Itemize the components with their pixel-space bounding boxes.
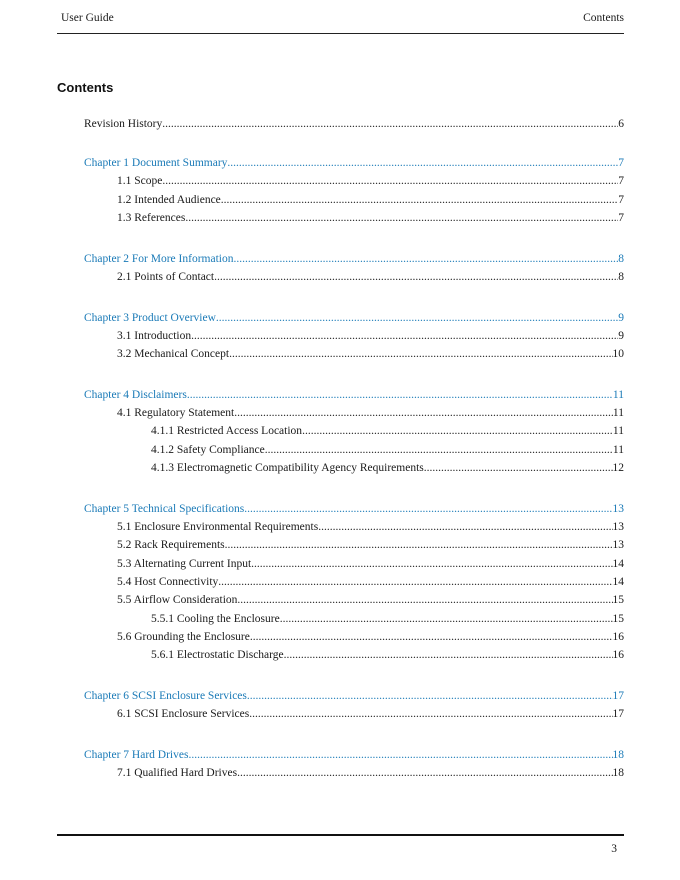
toc-entry-page: 17 [612,690,624,702]
header-section-title: Contents [583,12,624,24]
toc-entry-page: 17 [612,708,624,720]
toc-entry-page: 16 [612,649,624,661]
page-title: Contents [57,80,114,95]
toc-entry-label: 1.2 Intended Audience [117,194,221,206]
toc-section-3-1[interactable] [117,329,624,343]
footer-page-number: 3 [611,843,617,855]
header-doc-title: User Guide [61,12,114,24]
toc-section-5-6[interactable] [117,630,624,644]
toc-subsection-5-6-1[interactable] [151,648,624,662]
toc-chapter-5[interactable] [84,502,624,516]
toc-entry-page: 7 [618,212,624,224]
toc-chapter-4[interactable] [84,388,624,402]
toc-chapter-6[interactable] [84,689,624,703]
toc-leader-dots [229,347,612,361]
toc-leader-dots [244,502,612,516]
toc-section-5-3[interactable] [117,557,624,571]
toc-subsection-4-1-1[interactable] [151,424,624,438]
toc-entry-label: 4.1.2 Safety Compliance [151,444,265,456]
toc-entry-page: 16 [612,631,624,643]
toc-entry-label: Revision History [84,118,163,130]
toc-entry-label: 5.5 Airflow Consideration [117,594,238,606]
toc-leader-dots [218,575,612,589]
toc-entry-page: 11 [612,444,624,456]
toc-leader-dots [318,520,612,534]
toc-leader-dots [225,538,613,552]
toc-section-3-2[interactable] [117,347,624,361]
toc-chapter-7[interactable] [84,748,624,762]
toc-leader-dots [284,648,613,662]
toc-entry-label: 5.3 Alternating Current Input [117,558,252,570]
toc-entry-page: 9 [618,312,624,324]
toc-leader-dots [191,329,618,343]
toc-leader-dots [251,557,612,571]
toc-leader-dots [227,156,618,170]
toc-entry-label: 6.1 SCSI Enclosure Services [117,708,250,720]
toc-section-7-1[interactable] [117,766,624,780]
toc-subsection-4-1-3[interactable] [151,461,624,475]
toc-entry-page: 7 [618,194,624,206]
toc-entry-page: 18 [612,767,624,779]
toc-chapter-2[interactable] [84,252,624,266]
toc-entry-page: 13 [612,503,624,515]
toc-leader-dots [247,689,613,703]
toc-section-4-1[interactable] [117,406,624,420]
toc-entry-label: 5.6 Grounding the Enclosure [117,631,250,643]
toc-section-5-1[interactable] [117,520,624,534]
toc-entry-label: 5.4 Host Connectivity [117,576,219,588]
toc-chapter-1[interactable] [84,156,624,170]
toc-leader-dots [214,270,618,284]
toc-entry-label: 7.1 Qualified Hard Drives [117,767,238,779]
toc-section-5-5[interactable] [117,593,624,607]
toc-section-5-2[interactable] [117,538,624,552]
toc-entry-label: 1.1 Scope [117,175,163,187]
toc-entry-label: 5.6.1 Electrostatic Discharge [151,649,284,661]
toc-entry-label: 4.1.1 Restricted Access Location [151,425,303,437]
toc-entry-label: 2.1 Points of Contact [117,271,215,283]
toc-leader-dots [424,461,613,475]
toc-subsection-5-5-1[interactable] [151,612,624,626]
toc-leader-dots [280,612,613,626]
toc-entry-label: Chapter 1 Document Summary [84,157,228,169]
toc-entry-label: Chapter 6 SCSI Enclosure Services [84,690,247,702]
toc-entry-label: Chapter 7 Hard Drives [84,749,189,761]
toc-entry-label: 4.1.3 Electromagnetic Compatibility Agency Requirements [151,462,424,474]
toc-entry-page: 14 [612,576,624,588]
toc-entry-page: 15 [612,594,624,606]
toc-leader-dots [162,117,618,131]
toc-entry-label: Chapter 4 Disclaimers [84,389,187,401]
toc-entry-label: 4.1 Regulatory Statement [117,407,235,419]
toc-entry-page: 13 [612,539,624,551]
toc-leader-dots [249,707,612,721]
toc-entry-page: 11 [612,389,624,401]
toc-leader-dots [216,311,618,325]
toc-entry-label: Chapter 3 Product Overview [84,312,216,324]
toc-entry-page: 14 [612,558,624,570]
toc-entry-revision-history[interactable] [84,117,624,131]
toc-leader-dots [185,211,618,225]
toc-section-5-4[interactable] [117,575,624,589]
toc-leader-dots [237,593,612,607]
toc-section-6-1[interactable] [117,707,624,721]
toc-section-1-2[interactable] [117,193,624,207]
toc-entry-page: 15 [612,613,624,625]
toc-section-2-1[interactable] [117,270,624,284]
toc-chapter-3[interactable] [84,311,624,325]
toc-entry-page: 10 [612,348,624,360]
toc-entry-page: 13 [612,521,624,533]
toc-entry-page: 18 [612,749,624,761]
toc-leader-dots [221,193,618,207]
toc-leader-dots [234,406,613,420]
toc-entry-page: 8 [618,253,624,265]
toc-leader-dots [250,630,613,644]
toc-entry-page: 6 [618,118,624,130]
toc-leader-dots [302,424,613,438]
footer-divider [57,834,624,836]
toc-leader-dots [237,766,612,780]
toc-leader-dots [188,748,612,762]
toc-entry-label: 5.1 Enclosure Environmental Requirements [117,521,319,533]
toc-entry-page: 7 [618,157,624,169]
toc-entry-label: 3.1 Introduction [117,330,192,342]
toc-subsection-4-1-2[interactable] [151,443,624,457]
toc-entry-page: 11 [612,407,624,419]
toc-entry-page: 7 [618,175,624,187]
toc-entry-label: 5.2 Rack Requirements [117,539,225,551]
toc-leader-dots [233,252,618,266]
toc-entry-page: 12 [612,462,624,474]
toc-entry-label: Chapter 2 For More Information [84,253,234,265]
toc-entry-label: 1.3 References [117,212,186,224]
toc-entry-page: 11 [612,425,624,437]
toc-entry-label: 3.2 Mechanical Concept [117,348,230,360]
toc-entry-page: 9 [618,330,624,342]
toc-leader-dots [265,443,613,457]
toc-section-1-1[interactable] [117,174,624,188]
toc-section-1-3[interactable] [117,211,624,225]
toc-leader-dots [162,174,618,188]
toc-entry-label: 5.5.1 Cooling the Enclosure [151,613,280,625]
toc-leader-dots [187,388,613,402]
toc-entry-label: Chapter 5 Technical Specifications [84,503,245,515]
toc-entry-page: 8 [618,271,624,283]
